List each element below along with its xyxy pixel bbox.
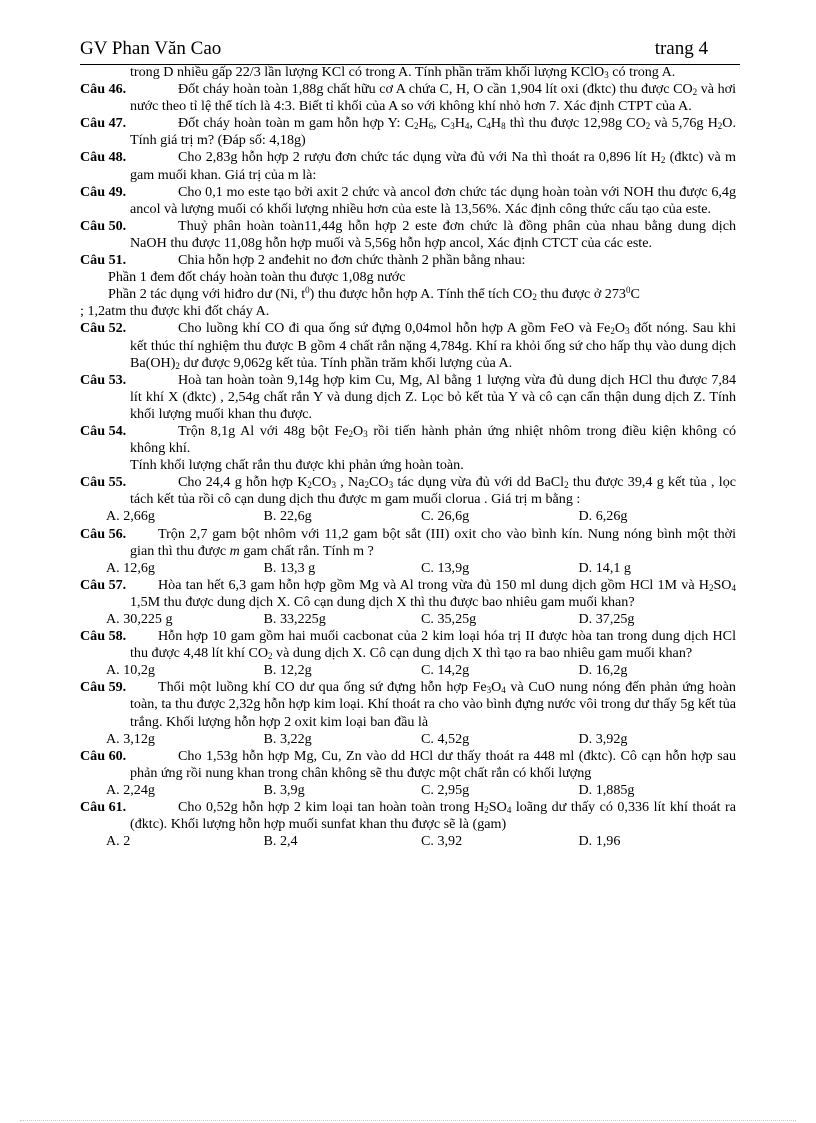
question-57: Câu 57. Hòa tan hết 6,3 gam hỗn hợp gồm Mg và Al trong vừa đủ 150 ml dung dịch gồm HCl 1M và $H_2SO_4$ 1,5M thu được dung dịch X. Cô cạn dung dịch X thì thu được bao nhiêu gam muối khan? <box>80 576 736 610</box>
question-number: Câu 51. <box>80 252 127 269</box>
option-b: B. 13,3 g <box>263 559 316 576</box>
option-b: B. 3,22g <box>263 730 312 747</box>
author-name: GV Phan Văn Cao <box>80 38 222 59</box>
question-50: Câu 50. Thuỷ phân hoàn toàn11,44g hỗn hợp 2 este đơn chức là đồng phân của nhau bằng dung dịch NaOH thu được 11,08g hỗn hợp muối và 5,56g hỗn hợp ancol, Xác định CTCT của các este. <box>80 217 736 251</box>
question-55: Câu 55. Cho 24,4 g hỗn hợp $K_2CO_3$ , $Na_2CO_3$ tác dụng vừa đủ với dd BaCl$_2$ thu được 39,4 g kết tủa , lọc tách kết tủa rồi cô cạn dung dịch thu được m gam muối clorua . Giá trị m bằng : <box>80 474 737 508</box>
question-48: Câu 48. Cho 2,83g hỗn hợp 2 rượu đơn chức tác dụng vừa đủ với Na thì thoát ra 0,896 lít $H_2$ (đktc) và m gam muối khan. Giá trị của m là: <box>80 149 736 183</box>
question-number: Câu 48. <box>80 149 127 166</box>
option-d: D. 1,885g <box>578 781 635 798</box>
question-52: Câu 52. Cho luồng khí CO đi qua ống sứ đựng 0,04mol hỗn hợp A gồm FeO và $Fe_2O_3$ đốt nóng. Sau khi kết thúc thí nghiệm thu được B gồm 4 chất rắn nặng 4,784g. Khí ra khỏi ống sứ cho hấp thụ vào dung dịch $Ba(OH)_2$ dư được 9,062g kết tủa. Tính phần trăm khối lượng của A. <box>80 320 737 371</box>
option-b: B. 2,4 <box>263 833 298 850</box>
question-54-line-2: Tính khối lượng chất rắn thu được khi phản ứng hoàn toàn. <box>130 457 464 474</box>
option-c: C. 2,95g <box>421 781 470 798</box>
question-number: Câu 49. <box>80 183 127 200</box>
question-56: Câu 56. Trộn 2,7 gam bột nhôm với 11,2 gam bột sắt (III) oxit cho vào bình kín. Nung nóng bình một thời gian thì thu được m gam chất rắn. Tính m ? <box>80 525 736 559</box>
option-a: A. 2,66g <box>106 508 155 525</box>
option-c: C. 26,6g <box>421 508 470 525</box>
option-a: A. 30,225 g <box>106 611 173 627</box>
question-51: Câu 51. Chia hỗn hợp 2 anđehit no đơn chức thành 2 phần bằng nhau: <box>80 252 526 269</box>
option-d: D. 1,96 <box>578 833 621 850</box>
answer-options-56 <box>80 560 736 577</box>
question-number: Câu 53. <box>80 371 127 388</box>
question-number: Câu 58. <box>80 628 127 645</box>
option-b: B. 33,225g <box>263 611 326 627</box>
question-list <box>80 64 736 850</box>
question-54: Câu 54. Trộn 8,1g Al với 48g bột $Fe_2O_3$ rồi tiến hành phản ứng nhiệt nhôm trong điều kiện không có không khí. <box>80 422 736 457</box>
question-49: Câu 49. Cho 0,1 mo este tạo bởi axit 2 chức và ancol đơn chức tác dụng hoàn toàn với NOH thu được 6,4g ancol và lượng muối có khối lượng nhiều hơn của este là 13,56%. Xác định công thức cấu tạo của este. <box>80 183 736 217</box>
option-c: C. 3,92 <box>421 833 463 850</box>
answer-options-55 <box>80 508 736 525</box>
option-c: C. 4,52g <box>421 730 470 747</box>
question-51-part-1: Phần 1 đem đốt cháy hoàn toàn thu được 1,08g nước <box>108 269 406 286</box>
question-45-continuation: trong D nhiều gấp 22/3 lần lượng KCl có trong A. Tính phần trăm khối lượng KClO$_3$ có trong A. <box>130 64 676 80</box>
question-number: Câu 50. <box>80 217 127 234</box>
question-51-part-3: ; 1,2atm thu được khi đốt cháy A. <box>80 303 270 320</box>
option-a: A. 3,12g <box>106 730 155 747</box>
question-number: Câu 59. <box>80 679 127 696</box>
option-d: D. 3,92g <box>578 730 628 747</box>
question-59: Câu 59. Thổi một luồng khí CO dư qua ống sứ đựng hỗn hợp $Fe_3O_4$ và CuO nung nóng đến phản ứng hoàn toàn, ta thu được 2,32g hỗn hợp kim loại. Khí thoát ra cho vào bình đựng nước vôi trong dư thấy 5g kết tủa trắng. Khối lượng hỗn hợp 2 oxit kim loại ban đầu là <box>80 679 736 730</box>
page-bottom-divider <box>20 1120 796 1121</box>
question-number: Câu 60. <box>80 747 127 764</box>
option-d: D. 16,2g <box>578 662 628 679</box>
option-a: A. 10,2g <box>106 662 155 679</box>
option-c: C. 14,2g <box>421 662 470 679</box>
option-b: B. 22,6g <box>263 508 312 525</box>
page-header <box>80 38 740 65</box>
option-b: B. 3,9g <box>263 781 305 798</box>
option-a: A. 2,24g <box>106 781 155 798</box>
question-number: Câu 47. <box>80 115 127 132</box>
answer-options-61 <box>80 833 736 850</box>
question-51-part-2: Phần 2 tác dụng với hiđro dư (Ni, $t^0$) thu được hỗn hợp A. Tính thể tích $CO_2$ thu được ở $273^0C$ <box>108 285 640 303</box>
answer-options-60 <box>80 782 736 799</box>
question-number: Câu 56. <box>80 525 127 542</box>
question-number: Câu 57. <box>80 576 127 593</box>
question-number: Câu 52. <box>80 320 127 337</box>
question-number: Câu 61. <box>80 799 127 816</box>
answer-options-57 <box>80 611 736 628</box>
answer-options-59 <box>80 731 736 748</box>
option-a: A. 12,6g <box>106 559 155 576</box>
question-46: Câu 46. Đốt cháy hoàn toàn 1,88g chất hữu cơ A chứa C, H, O cần 1,904 lít oxi (đktc) thu được $CO_2$ và hơi nước theo tỉ lệ thể tích là 4:3. Biết tỉ khối của A so với không khí nhỏ hơn 7. Xác định CTPT của A. <box>80 81 737 115</box>
question-number: Câu 46. <box>80 81 127 98</box>
answer-options-58 <box>80 662 736 679</box>
question-61: Câu 61. Cho 0,52g hỗn hợp 2 kim loại tan hoàn toàn trong $H_2SO_4$ loãng dư thấy có 0,336 lít khí thoát ra (đktc). Khối lượng hỗn hợp muối sunfat khan thu được sẽ là (gam) <box>80 799 736 833</box>
question-number: Câu 54. <box>80 422 127 439</box>
option-c: C. 35,25g <box>421 611 477 627</box>
option-d: D. 6,26g <box>578 508 628 525</box>
option-a: A. 2 <box>106 833 131 850</box>
question-47: Câu 47. Đốt cháy hoàn toàn m gam hỗn hợp Y: $C_2H_6$, $C_3H_4$, $C_4H_8$ thì thu được 12,98g $CO_2$ và 5,76g $H_2O$. Tính giá trị m? (Đáp số: 4,18g) <box>80 115 736 149</box>
question-58: Câu 58. Hỗn hợp 10 gam gồm hai muối cacbonat của 2 kim loại hóa trị II được hòa tan trong dung dịch HCl thu được 4,48 lít khí $CO_2$ và dung dịch X. Cô cạn dung dịch X thì tạo ra bao nhiêu gam muối khan? <box>80 628 736 662</box>
question-53: Câu 53. Hoà tan hoàn toàn 9,14g hợp kim Cu, Mg, Al bằng 1 lượng vừa đủ dung dịch HCl thu được 7,84 lít khí X (đktc) , 2,54g chất rắn Y và dung dịch Z. Lọc bỏ kết tủa Y và cô cạn cẩn thận dung dịch Z. Tính khối lượng muối khan thu được. <box>80 371 736 422</box>
option-d: D. 37,25g <box>578 611 635 627</box>
option-c: C. 13,9g <box>421 559 470 576</box>
question-60: Câu 60. Cho 1,53g hỗn hợp Mg, Cu, Zn vào dd HCl dư thấy thoát ra 448 ml (đktc). Cô cạn hỗn hợp sau phản ứng rồi nung khan trong chân không sẽ thu được một chất rắn có khối lượng <box>80 747 736 781</box>
question-number: Câu 55. <box>80 474 127 491</box>
option-d: D. 14,1 g <box>578 559 631 576</box>
page-number: trang 4 <box>654 38 708 59</box>
option-b: B. 12,2g <box>263 662 312 679</box>
